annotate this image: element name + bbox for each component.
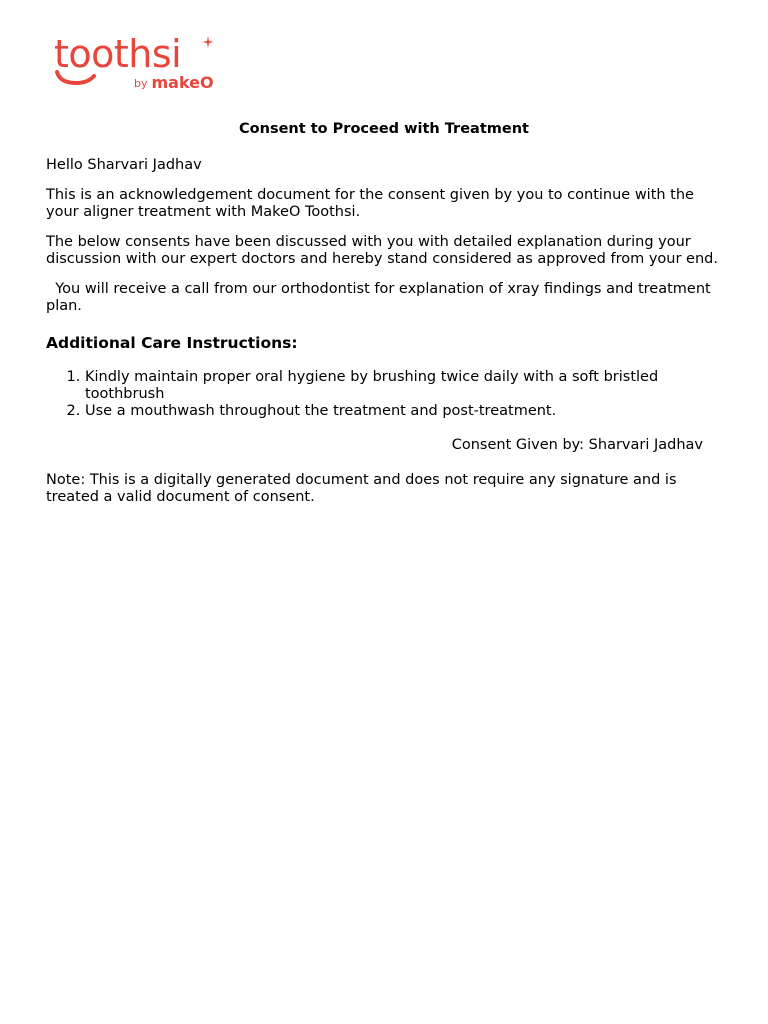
consent-given-by: Consent Given by: Sharvari Jadhav	[451, 437, 703, 453]
sparkle-icon	[202, 36, 214, 48]
document-body	[46, 157, 718, 506]
greeting: Hello Sharvari Jadhav	[46, 157, 202, 173]
list-item: 2. Use a mouthwash throughout the treatment and post-treatment.	[85, 403, 718, 420]
logo-by-text: by	[134, 77, 148, 90]
acknowledgement-paragraph: This is an acknowledgement document for the consent given by you to continue with the your aligner treatment with MakeO Toothsi.	[46, 187, 694, 220]
logo-wordmark: toothsi	[54, 32, 182, 76]
toothsi-logo	[54, 34, 214, 96]
document-title: Consent to Proceed with Treatment	[239, 121, 529, 137]
orthodontist-call-paragraph: You will receive a call from our orthodontist for explanation of xray findings and treatment plan.	[46, 281, 711, 314]
logo-make-text: makeO	[151, 73, 214, 92]
smile-icon	[54, 68, 98, 86]
logo-byline	[134, 73, 214, 92]
list-item: 1. Kindly maintain proper oral hygiene by brushing twice daily with a soft bristled toothbrush	[85, 369, 718, 403]
instructions-heading: Additional Care Instructions:	[46, 334, 298, 352]
consents-paragraph: The below consents have been discussed with you with detailed explanation during your discussion with our expert doctors and hereby stand considered as approved from your end.	[46, 234, 718, 267]
care-instructions-list	[46, 369, 718, 420]
digital-document-note: Note: This is a digitally generated document and does not require any signature and is treated a valid document of consent.	[46, 472, 677, 505]
